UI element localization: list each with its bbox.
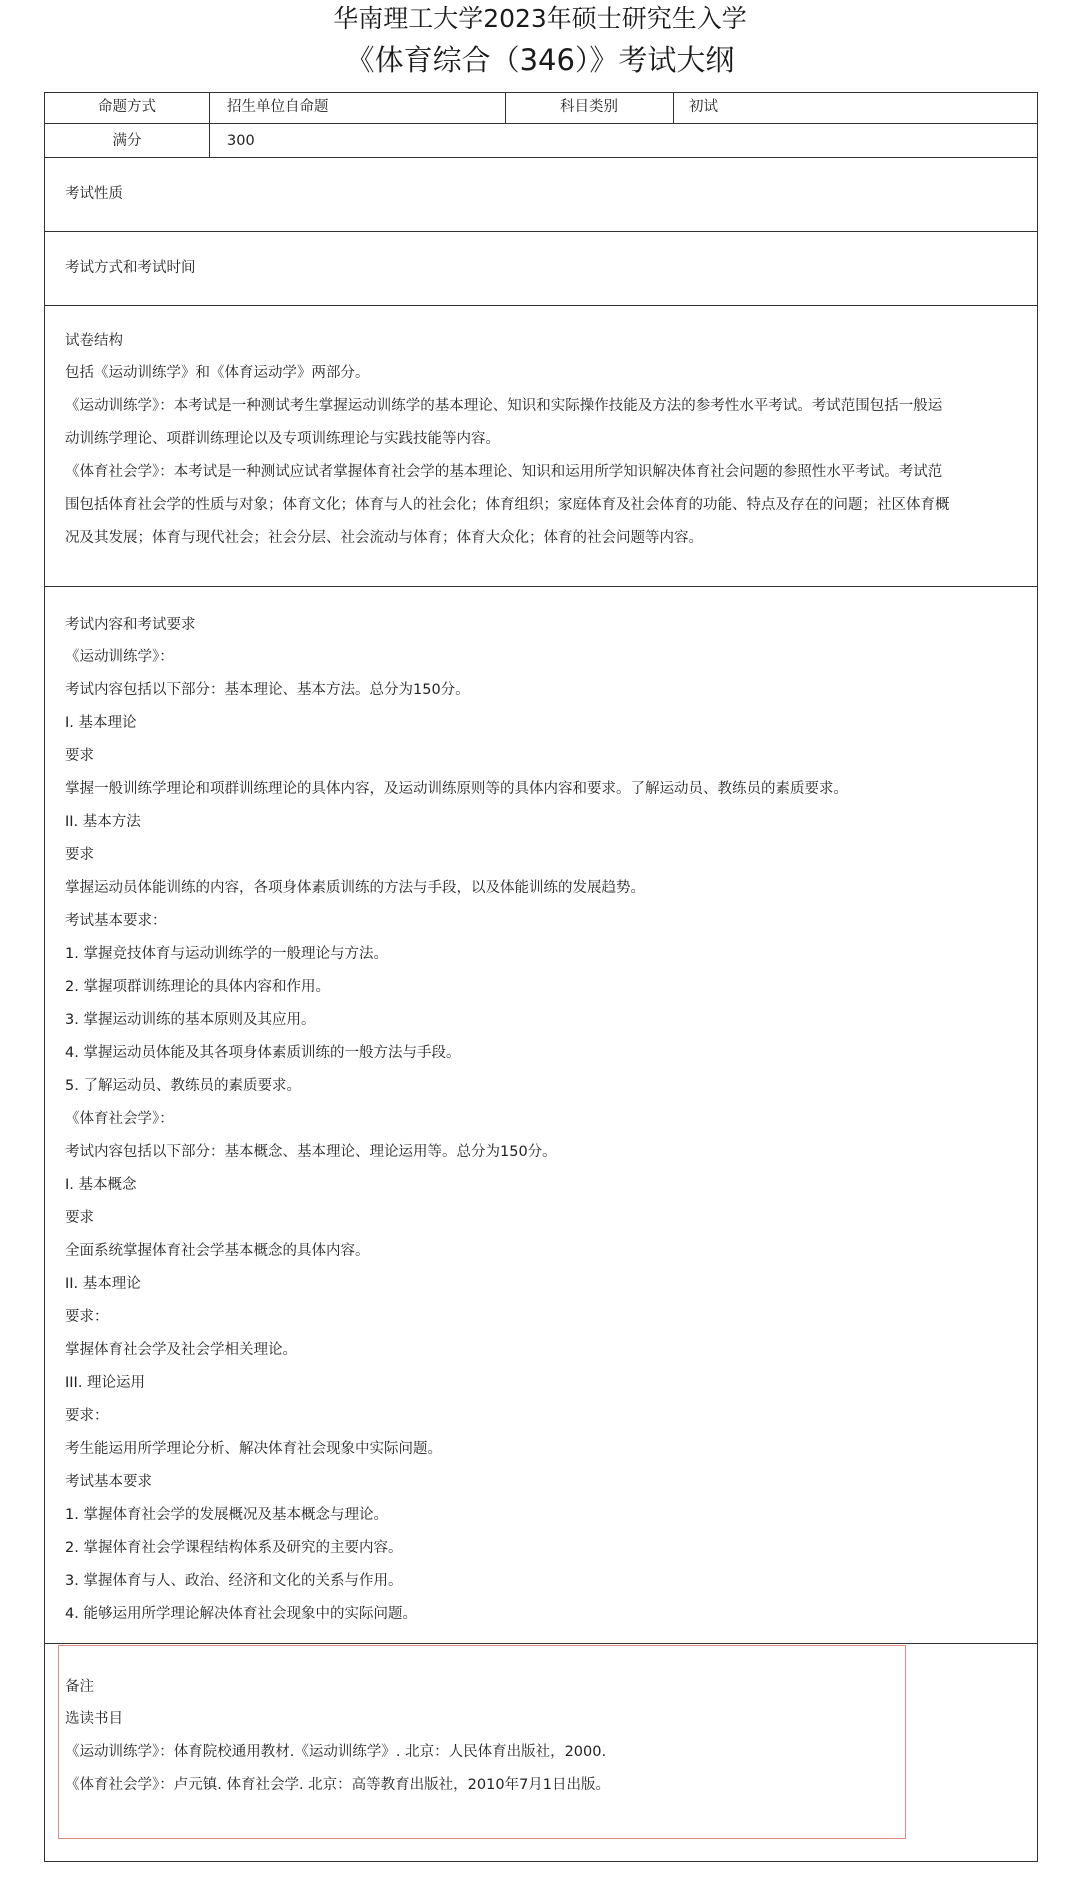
category-label: 科目类别: [560, 99, 618, 115]
structure-line: 动训练学理论、项群训练理论以及专项训练理论与实践技能等内容。: [65, 431, 500, 447]
content-line: 要求: [65, 748, 94, 764]
section-heading: 考试方式和考试时间: [65, 260, 196, 276]
content-line: 全面系统掌握体育社会学基本概念的具体内容。: [65, 1243, 370, 1259]
row-divider: [45, 305, 1037, 306]
method-value: 招生单位自命题: [227, 99, 329, 115]
section-content: [65, 609, 1021, 1631]
row-divider: [45, 123, 1037, 124]
content-line: III. 理论运用: [65, 1375, 146, 1391]
section-heading: 试卷结构: [65, 333, 123, 349]
content-line: 3. 掌握体育与人、政治、经济和文化的关系与作用。: [65, 1573, 403, 1589]
content-line: 掌握一般训练学理论和项群训练理论的具体内容，及运动训练原则等的具体内容和要求。了解运动员、教练员的素质要求。: [65, 781, 848, 797]
row-divider: [45, 1643, 1037, 1644]
content-line: 考试基本要求: [65, 1474, 152, 1490]
content-line: 考试内容包括以下部分：基本概念、基本理论、理论运用等。总分为150分。: [65, 1144, 557, 1160]
content-line: 1. 掌握体育社会学的发展概况及基本概念与理论。: [65, 1507, 388, 1523]
content-line: 要求：: [65, 1309, 109, 1325]
content-line: II. 基本方法: [65, 814, 141, 830]
row-divider: [45, 586, 1037, 587]
content-line: 掌握运动员体能训练的内容，各项身体素质训练的方法与手段，以及体能训练的发展趋势。: [65, 880, 645, 896]
column-divider: [673, 93, 674, 123]
content-line: 1. 掌握竞技体育与运动训练学的一般理论与方法。: [65, 946, 388, 962]
content-line: I. 基本理论: [65, 715, 137, 731]
content-line: 要求: [65, 847, 94, 863]
notes-line: 选读书目: [65, 1711, 123, 1727]
score-label: 满分: [112, 133, 142, 149]
syllabus-table: [44, 92, 1038, 1862]
content-line: 考试内容包括以下部分：基本理论、基本方法。总分为150分。: [65, 682, 470, 698]
document-title-line2: 《体育综合（346）》考试大纲: [345, 43, 735, 77]
content-line: 5. 了解运动员、教练员的素质要求。: [65, 1078, 301, 1094]
content-line: 4. 能够运用所学理论解决体育社会现象中的实际问题。: [65, 1606, 417, 1622]
section-format: [65, 252, 1021, 284]
notes-line: 《体育社会学》：卢元镇. 体育社会学. 北京：高等教育出版社，2010年7月1日出版。: [65, 1777, 611, 1793]
content-line: 《体育社会学》：: [65, 1111, 174, 1127]
content-line: 要求: [65, 1210, 94, 1226]
content-line: 《运动训练学》：: [65, 649, 174, 665]
section-heading: 考试内容和考试要求: [65, 617, 196, 633]
content-line: 掌握体育社会学及社会学相关理论。: [65, 1342, 297, 1358]
column-divider: [209, 93, 210, 157]
document-title-line1: 华南理工大学2023年硕士研究生入学: [333, 4, 747, 33]
category-value: 初试: [689, 99, 718, 115]
highlight-box: [58, 1645, 906, 1839]
section-heading: 考试性质: [65, 186, 123, 202]
content-line: 考生能运用所学理论分析、解决体育社会现象中实际问题。: [65, 1441, 442, 1457]
method-label: 命题方式: [98, 99, 156, 115]
section-structure: [65, 325, 1021, 555]
section-nature: [65, 178, 1021, 210]
structure-line: 况及其发展；体育与现代社会；社会分层、社会流动与体育；体育大众化；体育的社会问题等内容。: [65, 530, 703, 546]
content-line: 考试基本要求：: [65, 913, 167, 929]
row-divider: [45, 231, 1037, 232]
content-line: 2. 掌握项群训练理论的具体内容和作用。: [65, 979, 330, 995]
structure-line: 围包括体育社会学的性质与对象；体育文化；体育与人的社会化；体育组织；家庭体育及社会体育的功能、特点及存在的问题；社区体育概: [65, 497, 950, 513]
row-divider: [45, 157, 1037, 158]
section-heading: 备注: [65, 1679, 94, 1695]
content-line: 4. 掌握运动员体能及其各项身体素质训练的一般方法与手段。: [65, 1045, 461, 1061]
content-line: 2. 掌握体育社会学课程结构体系及研究的主要内容。: [65, 1540, 403, 1556]
structure-line: 《运动训练学》：本考试是一种测试考生掌握运动训练学的基本理论、知识和实际操作技能及方法的参考性水平考试。考试范围包括一般运: [65, 398, 943, 414]
score-value: 300: [227, 133, 255, 149]
content-line: 要求：: [65, 1408, 109, 1424]
notes-line: 《运动训练学》：体育院校通用教材.《运动训练学》. 北京：人民体育出版社，2000.: [65, 1744, 607, 1760]
content-line: II. 基本理论: [65, 1276, 141, 1292]
structure-line: 包括《运动训练学》和《体育运动学》两部分。: [65, 365, 370, 381]
content-line: 3. 掌握运动训练的基本原则及其应用。: [65, 1012, 316, 1028]
content-line: I. 基本概念: [65, 1177, 137, 1193]
structure-line: 《体育社会学》：本考试是一种测试应试者掌握体育社会学的基本理论、知识和运用所学知识解决体育社会问题的参照性水平考试。考试范: [65, 464, 943, 480]
